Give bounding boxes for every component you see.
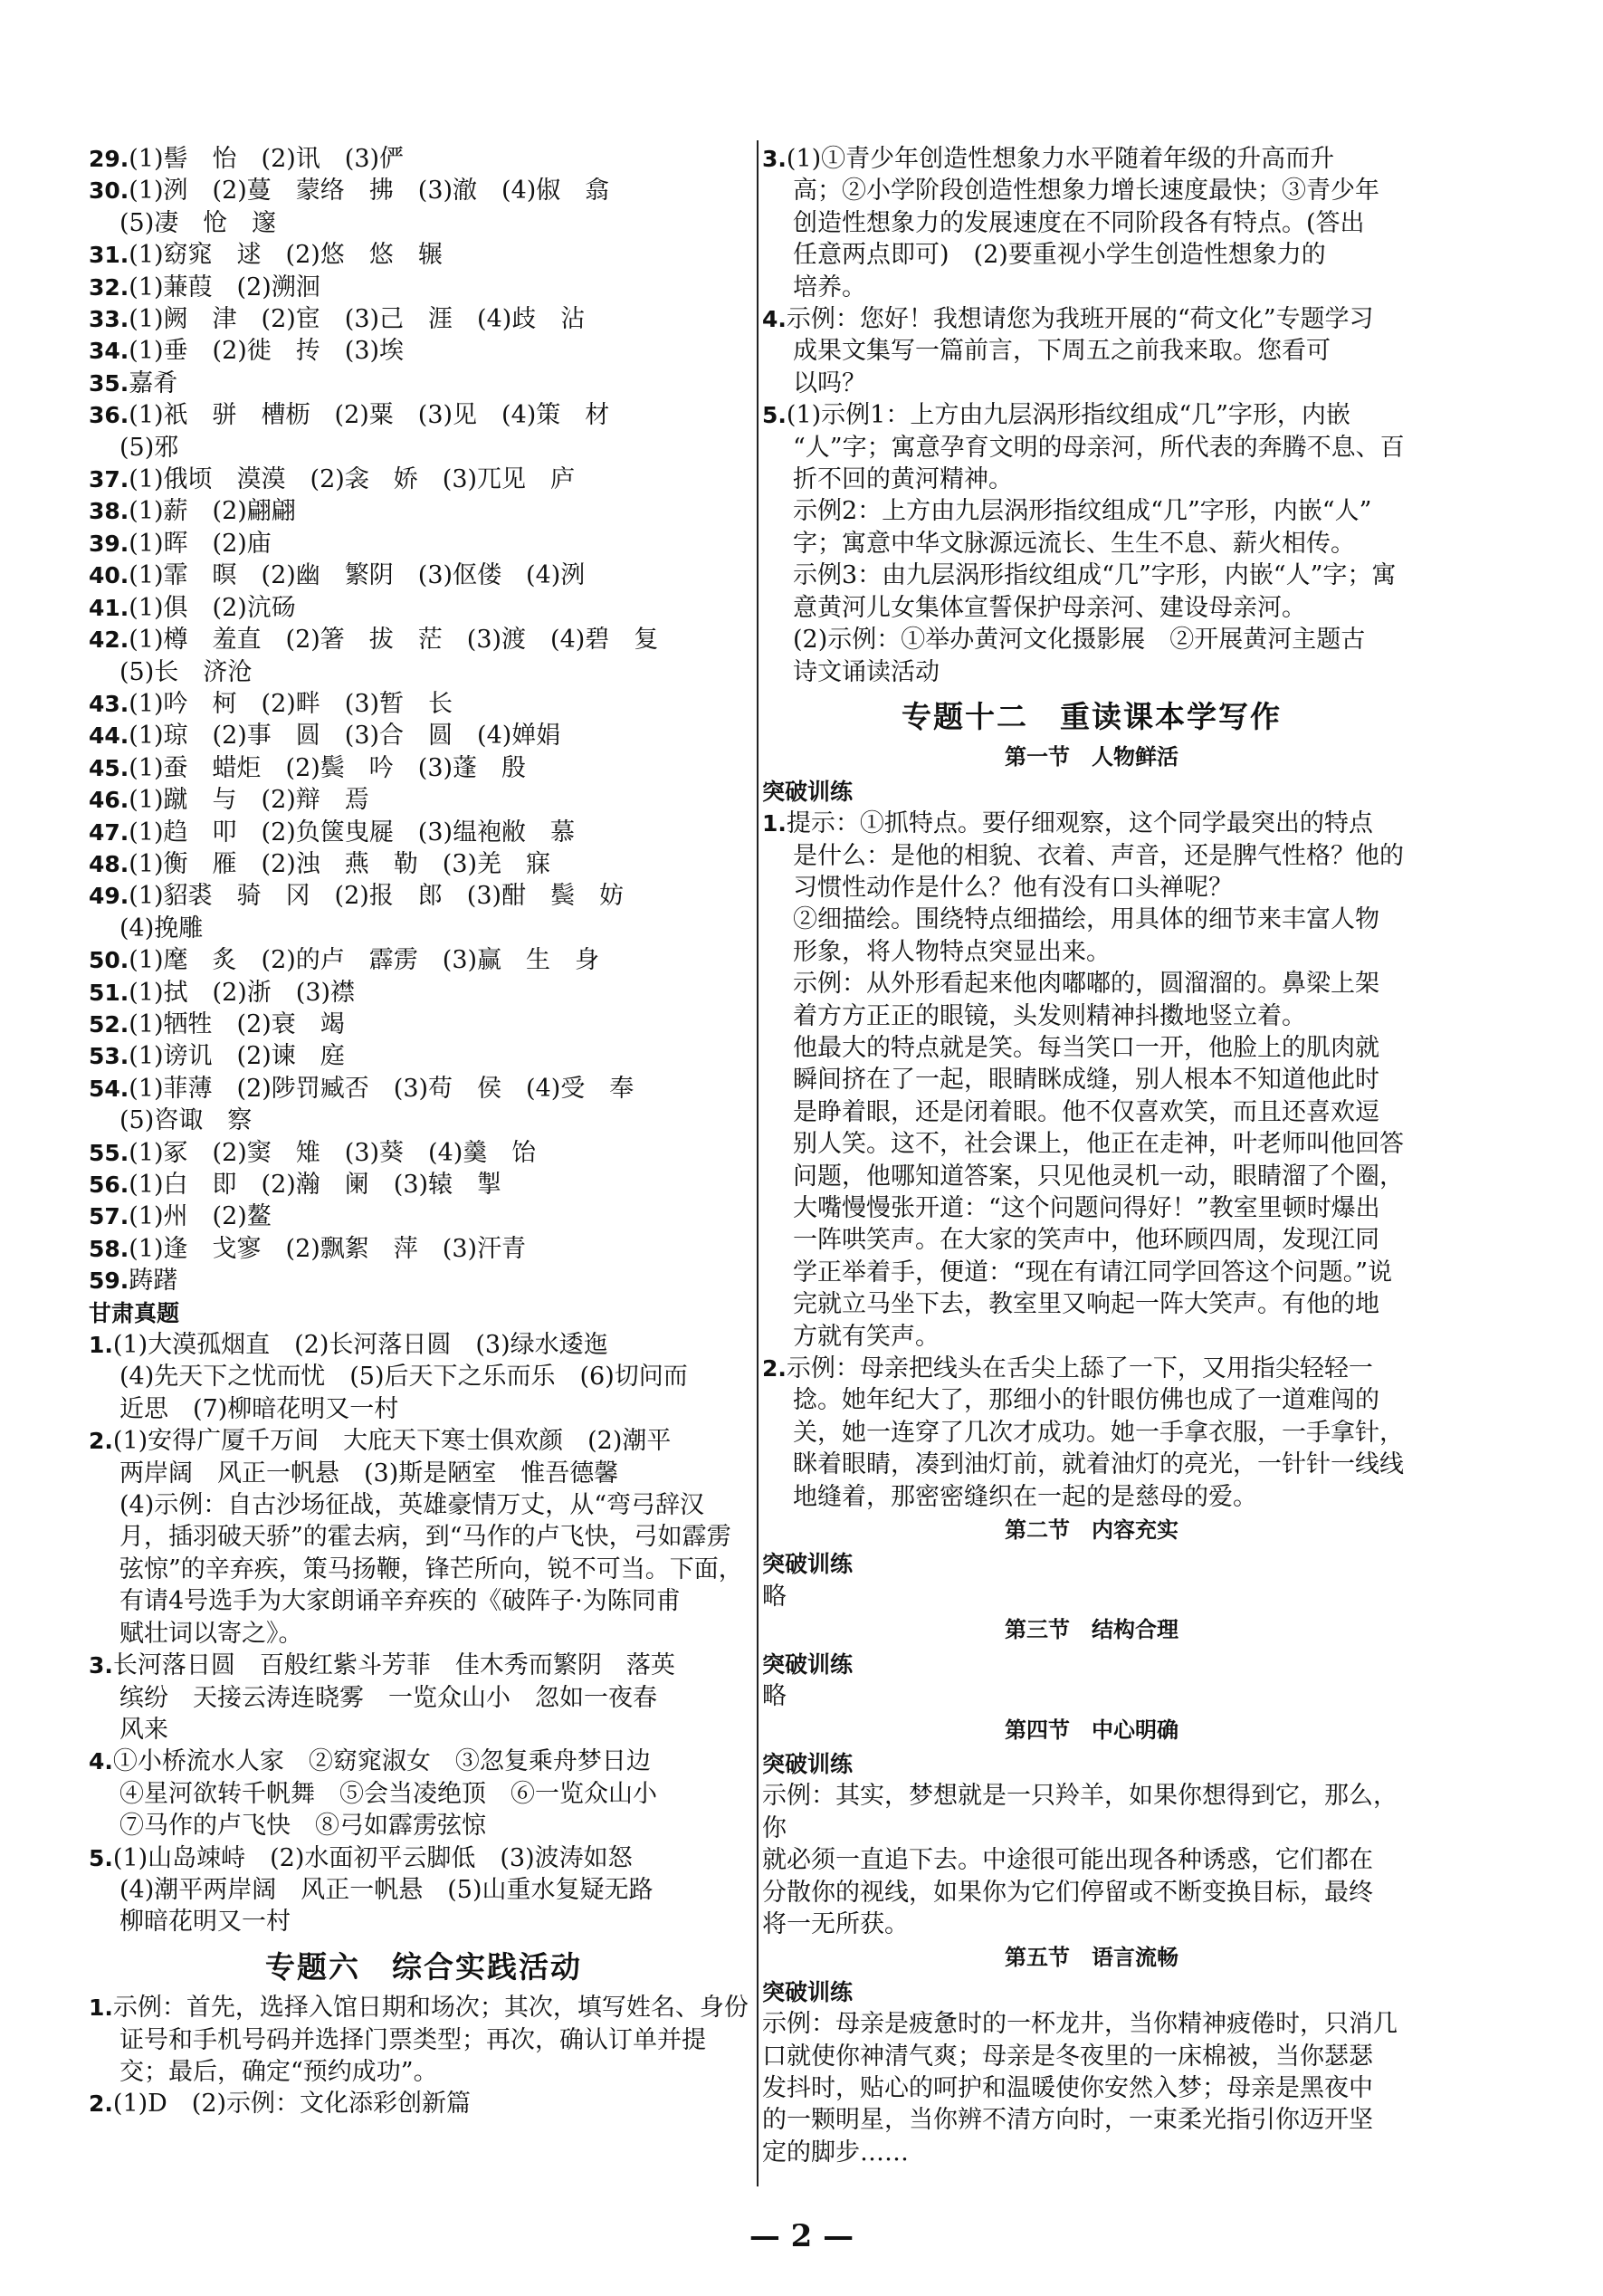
answer-text: (1)垂 (2)徙 抟 (3)埃 bbox=[129, 337, 405, 366]
answer-text: (1)趋 叩 (2)负箧曳屣 (3)缊袍敝 慕 bbox=[129, 818, 576, 847]
answer-text: 问题，他哪知道答案，只见他灵机一动，眼睛溜了个圈， bbox=[793, 1162, 1404, 1191]
answer-item bbox=[89, 848, 759, 880]
answer-item bbox=[89, 464, 759, 495]
answer-text: 成果文集写一篇前言，下周五之前我来取。您看可 bbox=[793, 337, 1331, 366]
answer-first-line bbox=[89, 272, 759, 303]
answer-item bbox=[89, 1009, 759, 1040]
answer-text: 示例：母亲把线头在舌尖上舔了一下，又用指尖轻轻一 bbox=[786, 1354, 1373, 1383]
answer-first-line bbox=[89, 1169, 759, 1201]
gansu-section-title: 甘肃真题 bbox=[89, 1299, 180, 1326]
answer-item bbox=[762, 808, 1421, 1353]
answer-item bbox=[762, 399, 1421, 688]
answer-text: 是睁着眼，还是闭着眼。他不仅喜欢笑，而且还喜欢逗 bbox=[793, 1097, 1379, 1126]
answer-first-line bbox=[89, 977, 759, 1009]
answer-item bbox=[762, 143, 1421, 303]
answer-number: 1. bbox=[89, 1332, 113, 1359]
answer-text: (1)晖 (2)庙 bbox=[129, 529, 272, 558]
answer-text: 着方方正正的眼镜，头发则精神抖擞地竖立着。 bbox=[793, 1001, 1306, 1030]
answer-text: (1)麾 炙 (2)的卢 霹雳 (3)赢 生 身 bbox=[129, 946, 600, 975]
answer-text: ②细描绘。围绕特点细描绘，用具体的细节来丰富人物 bbox=[793, 905, 1379, 934]
left-column bbox=[89, 143, 759, 2120]
answer-item bbox=[89, 143, 759, 175]
answer-number: 37. bbox=[89, 466, 129, 493]
answer-first-line bbox=[89, 1009, 759, 1040]
answer-number: 49. bbox=[89, 883, 129, 910]
answer-first-line bbox=[762, 399, 1421, 431]
answer-number: 2. bbox=[89, 1428, 113, 1455]
answer-first-line bbox=[89, 720, 759, 751]
answer-item bbox=[89, 1265, 759, 1296]
answer-number: 53. bbox=[89, 1043, 129, 1070]
answer-text: (4)挽雕 bbox=[119, 914, 204, 942]
answer-number: 33. bbox=[89, 306, 129, 333]
section4-body bbox=[762, 1780, 1421, 1940]
body-line: 发抖时，贴心的呵护和温暖使你安然入梦；母亲是黑夜中 bbox=[762, 2073, 1373, 2102]
answer-text: 以吗？ bbox=[793, 368, 866, 397]
answer-text: 地缝着，那密密缝织在一起的是慈母的爱。 bbox=[793, 1482, 1257, 1511]
answer-item bbox=[89, 1233, 759, 1265]
answer-text: (1)示例1：上方由九层涡形指纹组成“几”字形，内嵌 bbox=[786, 401, 1350, 430]
answer-text: 缤纷 天接云涛连晓雾 一览众山小 忽如一夜春 bbox=[119, 1683, 657, 1712]
answer-item bbox=[89, 592, 759, 624]
answer-item bbox=[762, 1353, 1421, 1513]
answer-text: 别人笑。这不，社会课上，他正在走神，叶老师叫他回答 bbox=[793, 1130, 1404, 1159]
answer-item bbox=[89, 944, 759, 976]
answer-number: 54. bbox=[89, 1075, 129, 1102]
answer-item bbox=[89, 1073, 759, 1137]
answer-text: (1)安得广厦千万间 大庇天下寒士俱欢颜 (2)潮平 bbox=[112, 1427, 672, 1456]
section2-train-label: 突破训练 bbox=[762, 1551, 854, 1578]
answer-number: 5. bbox=[762, 402, 787, 429]
answer-text: 示例：您好！我想请您为我班开展的“荷文化”专题学习 bbox=[786, 305, 1374, 334]
answer-item bbox=[89, 784, 759, 816]
answer-first-line bbox=[89, 303, 759, 335]
answer-first-line bbox=[89, 175, 759, 206]
answer-number: 55. bbox=[89, 1139, 129, 1166]
section3-body: 略 bbox=[762, 1682, 787, 1711]
answer-number: 52. bbox=[89, 1010, 129, 1038]
answer-text: (5)咨诹 察 bbox=[119, 1106, 253, 1135]
answer-number: 36. bbox=[89, 402, 129, 429]
answer-text: 证号和手机号码并选择门票类型；再次，确认订单并提 bbox=[119, 2025, 706, 2054]
answer-first-line bbox=[89, 335, 759, 367]
answer-text: 嘉肴 bbox=[129, 368, 178, 397]
answer-number: 41. bbox=[89, 594, 129, 621]
answer-number: 47. bbox=[89, 818, 129, 846]
answer-text: 诗文诵读活动 bbox=[793, 657, 940, 686]
answer-first-line bbox=[762, 143, 1421, 175]
answer-text: (1)州 (2)鳌 bbox=[129, 1202, 272, 1231]
answer-text: 学正举着手，便道：“现在有请江同学回答这个问题。”说 bbox=[793, 1258, 1393, 1287]
answer-text: (1)牺牲 (2)衰 竭 bbox=[129, 1009, 345, 1038]
answer-item bbox=[89, 303, 759, 335]
answer-text: (1)①青少年创造性想象力水平随着年级的升高而升 bbox=[786, 145, 1335, 173]
column-divider bbox=[757, 140, 759, 2186]
answer-first-line bbox=[89, 1842, 759, 1874]
right-answer-list bbox=[762, 143, 1421, 688]
answer-item bbox=[89, 272, 759, 303]
answer-first-line bbox=[89, 464, 759, 495]
answer-text: 踌躇 bbox=[129, 1267, 178, 1296]
answer-number: 45. bbox=[89, 754, 129, 781]
answer-number: 2. bbox=[89, 2090, 113, 2118]
answer-text: (1)洌 (2)蔓 蒙络 拂 (3)澈 (4)俶 翕 bbox=[129, 177, 610, 206]
answer-text: 两岸阔 风正一帆悬 (3)斯是陋室 惟吾德馨 bbox=[119, 1459, 619, 1488]
answer-number: 30. bbox=[89, 177, 129, 205]
answer-item bbox=[89, 817, 759, 848]
body-line: 示例：母亲是疲惫时的一杯龙井，当你精神疲倦时，只消几 bbox=[762, 2010, 1398, 2039]
section5-title: 第五节 语言流畅 bbox=[1005, 1945, 1178, 1971]
answer-text: 完就立马坐下去，教室里又响起一阵大笑声。有他的地 bbox=[793, 1290, 1379, 1319]
answer-first-line bbox=[89, 1073, 759, 1105]
answer-text: (1)窈窕 逑 (2)悠 悠 辗 bbox=[129, 241, 443, 270]
answer-text: 字；寓意中华文脉源远流长、生生不息、薪火相传。 bbox=[793, 529, 1355, 558]
answer-text: (1)山岛竦峙 (2)水面初平云脚低 (3)波涛如怒 bbox=[112, 1843, 633, 1872]
answer-text: 任意两点即可) (2)要重视小学生创造性想象力的 bbox=[793, 241, 1326, 270]
answer-text: (5)邪 bbox=[119, 433, 179, 462]
answer-first-line bbox=[89, 848, 759, 880]
section4-train-label: 突破训练 bbox=[762, 1750, 854, 1777]
section4-title: 第四节 中心明确 bbox=[1005, 1717, 1178, 1743]
answer-first-line bbox=[89, 592, 759, 624]
answer-text: (5)凄 怆 邃 bbox=[119, 208, 277, 237]
answer-number: 57. bbox=[89, 1203, 129, 1230]
answer-first-line bbox=[89, 239, 759, 271]
answer-number: 3. bbox=[89, 1652, 113, 1679]
section5-train-label: 突破训练 bbox=[762, 1978, 854, 2005]
answer-first-line bbox=[89, 1137, 759, 1169]
answer-text: 交；最后，确定“预约成功”。 bbox=[119, 2057, 438, 2086]
answer-first-line bbox=[89, 495, 759, 527]
answer-first-line bbox=[89, 560, 759, 591]
answer-text: 示例2：上方由九层涡形指纹组成“几”字形，内嵌“人” bbox=[793, 497, 1372, 526]
answer-text: (1)阙 津 (2)宦 (3)己 涯 (4)歧 沾 bbox=[129, 305, 586, 334]
answer-number: 39. bbox=[89, 530, 129, 557]
answer-first-line bbox=[89, 817, 759, 848]
answer-first-line bbox=[89, 528, 759, 560]
answer-item bbox=[89, 1746, 759, 1842]
answer-item bbox=[89, 560, 759, 591]
answer-text: (1)白 即 (2)瀚 阑 (3)辕 掣 bbox=[129, 1171, 502, 1199]
answer-item bbox=[89, 720, 759, 751]
answer-number: 51. bbox=[89, 979, 129, 1006]
answer-number: 5. bbox=[89, 1844, 113, 1871]
section2-body: 略 bbox=[762, 1582, 787, 1611]
answer-text: (1)俱 (2)沆砀 bbox=[129, 593, 296, 622]
right-column bbox=[762, 143, 1421, 2168]
answer-text: 有请4号选手为大家朗诵辛弃疾的《破阵子·为陈同甫 bbox=[119, 1587, 681, 1616]
section1-title: 第一节 人物鲜活 bbox=[1005, 744, 1178, 770]
answer-text: 弦惊”的辛弃疾，策马扬鞭，锋芒所向，锐不可当。下面， bbox=[119, 1555, 743, 1583]
answer-text: (1)俄顷 漠漠 (2)衾 娇 (3)兀见 庐 bbox=[129, 465, 576, 494]
answer-first-line bbox=[89, 1425, 759, 1457]
answer-text: 方就有笑声。 bbox=[793, 1322, 940, 1351]
answer-text: (1)樽 羞直 (2)箸 拔 茫 (3)渡 (4)碧 复 bbox=[129, 626, 659, 655]
answer-number: 4. bbox=[762, 306, 787, 333]
answer-text: (1)菲薄 (2)陟罚臧否 (3)苟 侯 (4)受 奉 bbox=[129, 1074, 635, 1103]
answer-text: 关，她一连穿了几次才成功。她一手拿衣服，一手拿针， bbox=[793, 1418, 1404, 1447]
answer-item bbox=[89, 688, 759, 720]
answer-text: 眯着眼睛，凑到油灯前，就着油灯的亮光，一针针一线线 bbox=[793, 1450, 1404, 1479]
answer-text: (1)貂裘 骑 冈 (2)报 郎 (3)酣 鬓 妨 bbox=[129, 882, 625, 911]
answer-text: 示例3：由九层涡形指纹组成“几”字形，内嵌“人”字；寓 bbox=[793, 561, 1397, 590]
answer-first-line bbox=[89, 1329, 759, 1361]
answer-first-line bbox=[89, 880, 759, 912]
body-line: 示例：其实，梦想就是一只羚羊，如果你想得到它，那么，你 bbox=[762, 1782, 1398, 1842]
answer-first-line bbox=[89, 1650, 759, 1681]
answer-item bbox=[89, 335, 759, 367]
answer-text: (2)示例：①举办黄河文化摄影展 ②开展黄河主题古 bbox=[793, 626, 1366, 655]
answer-text: (1)拭 (2)浙 (3)襟 bbox=[129, 978, 356, 1007]
answer-text: (1)髻 怡 (2)讯 (3)俨 bbox=[129, 145, 405, 173]
answer-first-line bbox=[89, 944, 759, 976]
answer-text: 是什么：是他的相貌、衣着、声音，还是脾气性格？他的 bbox=[793, 841, 1404, 870]
answer-number: 4. bbox=[89, 1748, 113, 1775]
answer-first-line bbox=[762, 1353, 1421, 1384]
answer-first-line bbox=[89, 1992, 759, 2023]
answer-first-line bbox=[89, 1265, 759, 1296]
topic6-answer-list bbox=[89, 1992, 759, 2120]
answer-text: (1)霏 暝 (2)幽 繁阴 (3)伛偻 (4)洌 bbox=[129, 561, 586, 590]
answer-item bbox=[89, 1992, 759, 2088]
answer-item bbox=[89, 1650, 759, 1746]
answer-text: 风来 bbox=[119, 1715, 168, 1744]
answer-text: 瞬间挤在了一起，眼睛眯成缝，别人根本不知道他此时 bbox=[793, 1066, 1379, 1095]
answer-text: 长河落日圆 百般红紫斗芳菲 佳木秀而繁阴 落英 bbox=[112, 1651, 675, 1680]
answer-text: 高；②小学阶段创造性想象力增长速度最快；③青少年 bbox=[793, 177, 1379, 206]
answer-text: (4)潮平两岸阔 风正一帆悬 (5)山重水复疑无路 bbox=[119, 1875, 654, 1904]
answer-text: (1)蚕 蜡炬 (2)鬓 吟 (3)蓬 殷 bbox=[129, 753, 527, 782]
answer-item bbox=[89, 399, 759, 464]
answer-first-line bbox=[89, 752, 759, 784]
answer-number: 42. bbox=[89, 627, 129, 654]
answer-item bbox=[89, 1842, 759, 1938]
answer-number: 2. bbox=[762, 1355, 787, 1382]
answer-first-line bbox=[89, 2088, 759, 2119]
answer-text: ⑦马作的卢飞快 ⑧弓如霹雳弦惊 bbox=[119, 1812, 486, 1841]
section5-body bbox=[762, 2008, 1421, 2168]
answer-text: (1)薪 (2)翩翩 bbox=[129, 497, 296, 526]
answer-text: 近思 (7)柳暗花明又一村 bbox=[119, 1394, 399, 1423]
answer-first-line bbox=[89, 688, 759, 720]
answer-text: (1)谤讥 (2)谏 庭 bbox=[129, 1042, 345, 1071]
answer-number: 34. bbox=[89, 338, 129, 365]
answer-text: 赋壮词以寄之》。 bbox=[119, 1619, 303, 1648]
answer-item bbox=[89, 880, 759, 944]
section3-title: 第三节 结构合理 bbox=[1005, 1617, 1178, 1643]
answer-item bbox=[89, 495, 759, 527]
answer-item bbox=[89, 239, 759, 271]
answer-text: 创造性想象力的发展速度在不同阶段各有特点。(答出 bbox=[793, 208, 1365, 237]
answer-text: (1)祇 骈 槽枥 (2)粟 (3)见 (4)策 材 bbox=[129, 401, 610, 430]
answer-item bbox=[89, 528, 759, 560]
answer-text: (1)逢 戈寥 (2)飘絮 萍 (3)汗青 bbox=[129, 1234, 527, 1263]
answer-number: 43. bbox=[89, 690, 129, 717]
left-answer-list bbox=[89, 143, 759, 1297]
answer-number: 1. bbox=[762, 810, 787, 837]
topic6-title: 专题六 综合实践活动 bbox=[265, 1948, 582, 1985]
answer-text: 培养。 bbox=[793, 273, 866, 301]
answer-text: 折不回的黄河精神。 bbox=[793, 465, 1013, 494]
answer-text: 提示：①抓特点。要仔细观察，这个同学最突出的特点 bbox=[786, 809, 1373, 838]
answer-first-line bbox=[89, 399, 759, 431]
answer-text: (4)示例：自古沙场征战，英雄豪情万丈，从“弯弓辞汉 bbox=[119, 1491, 705, 1520]
answer-text: (1)蒹葭 (2)溯洄 bbox=[129, 273, 320, 301]
section1-train-label: 突破训练 bbox=[762, 778, 854, 805]
answer-item bbox=[89, 1169, 759, 1201]
answer-number: 32. bbox=[89, 273, 129, 301]
answer-item bbox=[89, 1137, 759, 1169]
answer-text: 他最大的特点就是笑。每当笑口一开，他脸上的肌肉就 bbox=[793, 1033, 1379, 1062]
body-line: 口就使你神清气爽；母亲是冬夜里的一床棉被，当你瑟瑟 bbox=[762, 2042, 1373, 2071]
body-line: 定的脚步…… bbox=[762, 2138, 909, 2167]
answer-number: 1. bbox=[89, 1995, 113, 2022]
answer-number: 35. bbox=[89, 369, 129, 397]
answer-first-line bbox=[89, 1201, 759, 1232]
answer-text: ④星河欲转千帆舞 ⑤会当凌绝顶 ⑥一览众山小 bbox=[119, 1779, 657, 1808]
answer-text: “人”字；寓意孕育文明的母亲河，所代表的奔腾不息、百 bbox=[793, 433, 1405, 462]
section3-train-label: 突破训练 bbox=[762, 1650, 854, 1678]
answer-text: 柳暗花明又一村 bbox=[119, 1908, 291, 1937]
answer-text: (1)大漠孤烟直 (2)长河落日圆 (3)绿水逶迤 bbox=[112, 1331, 608, 1360]
answer-text: 大嘴慢慢张开道：“这个问题问得好！”教室里顿时爆出 bbox=[793, 1194, 1380, 1222]
answer-text: 月，插羽破天骄”的霍去病，到“马作的卢飞快，弓如霹雳 bbox=[119, 1523, 731, 1552]
answer-item bbox=[762, 303, 1421, 399]
answer-text: (1)D (2)示例：文化添彩创新篇 bbox=[112, 2090, 472, 2119]
answer-text: 捻。她年纪大了，那细小的针眼仿佛也成了一道难闯的 bbox=[793, 1386, 1379, 1415]
answer-item bbox=[89, 752, 759, 784]
answer-item bbox=[89, 1040, 759, 1072]
answer-text: (5)长 济沧 bbox=[119, 657, 253, 686]
answer-item bbox=[89, 1201, 759, 1232]
answer-text: 习惯性动作是什么？他有没有口头禅呢？ bbox=[793, 873, 1233, 902]
answer-first-line bbox=[89, 784, 759, 816]
answer-text: (1)琼 (2)事 圆 (3)合 圆 (4)婵娟 bbox=[129, 722, 561, 751]
answer-number: 59. bbox=[89, 1268, 129, 1295]
answer-number: 46. bbox=[89, 787, 129, 814]
body-line: 就必须一直追下去。中途很可能出现各种诱惑，它们都在 bbox=[762, 1846, 1373, 1875]
answer-first-line bbox=[89, 143, 759, 175]
answer-item bbox=[89, 1329, 759, 1425]
answer-number: 38. bbox=[89, 498, 129, 525]
answer-text: 一阵哄笑声。在大家的笑声中，他环顾四周，发现江同 bbox=[793, 1226, 1379, 1255]
answer-text: 示例：从外形看起来他肉嘟嘟的，圆溜溜的。鼻梁上架 bbox=[793, 970, 1379, 999]
body-line: 的一颗明星，当你辨不清方向时，一束柔光指引你迈开坚 bbox=[762, 2106, 1373, 2135]
answer-first-line bbox=[762, 808, 1421, 839]
answer-item bbox=[89, 1425, 759, 1650]
answer-first-line bbox=[89, 1233, 759, 1265]
answer-first-line bbox=[89, 1746, 759, 1777]
answer-text: (1)衡 雁 (2)浊 燕 勒 (3)羌 寐 bbox=[129, 849, 551, 878]
body-line: 将一无所获。 bbox=[762, 1909, 909, 1938]
answer-text: (1)吟 柯 (2)畔 (3)暂 长 bbox=[129, 689, 453, 718]
answer-number: 50. bbox=[89, 947, 129, 974]
answer-number: 58. bbox=[89, 1235, 129, 1262]
answer-number: 29. bbox=[89, 146, 129, 172]
page-number: — 2 — bbox=[749, 2218, 854, 2254]
answer-first-line bbox=[89, 624, 759, 655]
answer-first-line bbox=[89, 1040, 759, 1072]
answer-item bbox=[89, 2088, 759, 2119]
section2-title: 第二节 内容充实 bbox=[1005, 1517, 1178, 1544]
answer-item bbox=[89, 977, 759, 1009]
answer-text: 意黄河儿女集体宣誓保护母亲河、建设母亲河。 bbox=[793, 593, 1306, 622]
answer-number: 56. bbox=[89, 1172, 129, 1198]
answer-item bbox=[89, 368, 759, 399]
answer-text: (4)先天下之忧而忧 (5)后天下之乐而乐 (6)切问而 bbox=[119, 1363, 688, 1392]
answer-number: 40. bbox=[89, 562, 129, 589]
answer-first-line bbox=[762, 303, 1421, 335]
section1-answer-list bbox=[762, 808, 1421, 1513]
body-line: 分散你的视线，如果你为它们停留或不断变换目标，最终 bbox=[762, 1878, 1373, 1907]
answer-number: 48. bbox=[89, 850, 129, 877]
answer-number: 3. bbox=[762, 146, 787, 172]
topic12-title: 专题十二 重读课本学写作 bbox=[902, 698, 1282, 734]
answer-text: ①小桥流水人家 ②窈窕淑女 ③忽复乘舟梦日边 bbox=[112, 1747, 651, 1776]
answer-item bbox=[89, 175, 759, 239]
answer-text: 形象，将人物特点突显出来。 bbox=[793, 937, 1111, 966]
answer-text: (1)蹴 与 (2)辩 焉 bbox=[129, 786, 369, 815]
answer-text: (1)冢 (2)窦 雉 (3)葵 (4)羹 饴 bbox=[129, 1138, 537, 1167]
answer-number: 44. bbox=[89, 722, 129, 750]
answer-item bbox=[89, 624, 759, 688]
gansu-answer-list bbox=[89, 1329, 759, 1938]
answer-text: 示例：首先，选择入馆日期和场次；其次，填写姓名、身份 bbox=[112, 1994, 749, 2023]
answer-number: 31. bbox=[89, 242, 129, 269]
answer-first-line bbox=[89, 368, 759, 399]
